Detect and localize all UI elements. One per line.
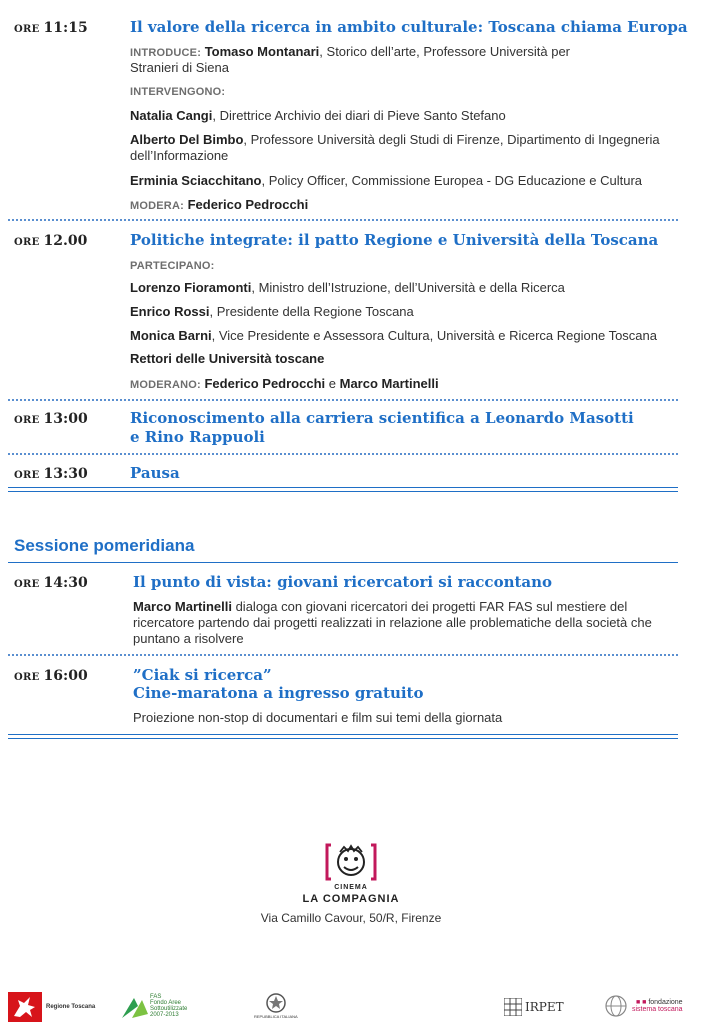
partecipano-label: PARTECIPANO: — [130, 260, 215, 272]
desc-line: puntano a risolvere — [133, 631, 244, 646]
cinema-small-label: CINEMA — [334, 884, 368, 891]
separator — [8, 453, 678, 455]
talk-title-1300: Riconoscimento alla carriera scientifica a Leonardo Masotti — [130, 409, 634, 427]
time-1300: ORE 13:00 — [14, 411, 88, 427]
separator — [8, 654, 678, 656]
fas-leaf-icon — [120, 992, 150, 1020]
time-1200: ORE 12.00 — [14, 233, 88, 249]
time-1600: ORE 16:00 — [14, 668, 88, 684]
talk-title-1200: Politiche integrate: il patto Regione e Università della Toscana — [130, 231, 659, 249]
speaker-line: Monica Barni, Vice Presidente e Assessora Cultura, Università e Ricerca Regione Toscana — [130, 328, 657, 343]
fondazione-logo: ■ ■ fondazione sistema toscana — [604, 994, 683, 1018]
emblem-icon — [265, 992, 287, 1014]
introduce-line-2: Stranieri di Siena — [130, 60, 229, 75]
session-title: Sessione pomeridiana — [14, 536, 195, 555]
session-underline — [8, 562, 678, 563]
venue-address: Via Camillo Cavour, 50/R, Firenze — [260, 911, 442, 925]
time-1115: ORE 11:15 — [14, 20, 88, 36]
speaker-line-cont: dell’Informazione — [130, 148, 229, 163]
talk-title-1600-line2: Cine-maratona a ingresso gratuito — [133, 684, 424, 702]
speaker-line: Alberto Del Bimbo, Professore Università degli Studi di Firenze, Dipartimento di Ingegneria — [130, 132, 660, 147]
speaker-line: Natalia Cangi, Direttrice Archivio dei diari di Pieve Santo Stefano — [130, 108, 506, 123]
desc-line: Proiezione non-stop di documentari e film sui temi della giornata — [133, 710, 503, 725]
cinema-logo-icon — [324, 842, 378, 882]
time-1330: ORE 13:30 — [14, 466, 88, 482]
fas-logo: FAS Fondo Aree Sottoutilizzate 2007-2013 — [120, 992, 187, 1020]
regione-toscana-logo: Regione Toscana — [8, 992, 95, 1022]
repubblica-logo: REPUBBLICA ITALIANA — [254, 992, 298, 1019]
talk-title-1600: ”Ciak si ricerca” — [133, 666, 272, 684]
irpet-grid-icon — [504, 998, 522, 1016]
cinema-logo — [0, 842, 702, 887]
modera-line: MODERA: Federico Pedrocchi — [130, 197, 309, 212]
speaker-line: Rettori delle Università toscane — [130, 351, 325, 366]
talk-title-1430: Il punto di vista: giovani ricercatori si raccontano — [133, 573, 553, 591]
irpet-logo: IRPET — [504, 998, 564, 1016]
moderano-line: MODERANO: Federico Pedrocchi e Marco Martinelli — [130, 376, 439, 391]
desc-line: Marco Martinelli dialoga con giovani ricercatori dei progetti FAR FAS sul mestiere del — [133, 599, 628, 614]
separator — [8, 219, 678, 221]
intervengono-label: INTERVENGONO: — [130, 86, 226, 98]
speaker-line: Erminia Sciacchitano, Policy Officer, Commissione Europea - DG Educazione e Cultura — [130, 173, 643, 188]
speaker-line: Enrico Rossi, Presidente della Regione Toscana — [130, 304, 414, 319]
desc-line: ricercatore partendo dai progetti realizzati in relazione alle problematiche della società che — [133, 615, 652, 630]
talk-title-1300-line2: e Rino Rappuoli — [130, 428, 265, 446]
speaker-line: Lorenzo Fioramonti, Ministro dell’Istruzione, dell’Università e della Ricerca — [130, 280, 565, 295]
section-divider — [8, 734, 678, 739]
cinema-name: LA COMPAGNIA — [302, 893, 400, 905]
globe-icon — [604, 994, 628, 1018]
section-divider — [8, 487, 678, 492]
separator — [8, 399, 678, 401]
introduce-line: INTRODUCE: Tomaso Montanari, Storico dell’arte, Professore Università per — [130, 44, 571, 59]
footer-logos — [0, 990, 702, 1024]
talk-title-1115: Il valore della ricerca in ambito culturale: Toscana chiama Europa — [130, 18, 688, 36]
time-1430: ORE 14:30 — [14, 575, 88, 591]
pegasus-icon — [8, 992, 42, 1022]
talk-title-1330: Pausa — [130, 464, 180, 482]
